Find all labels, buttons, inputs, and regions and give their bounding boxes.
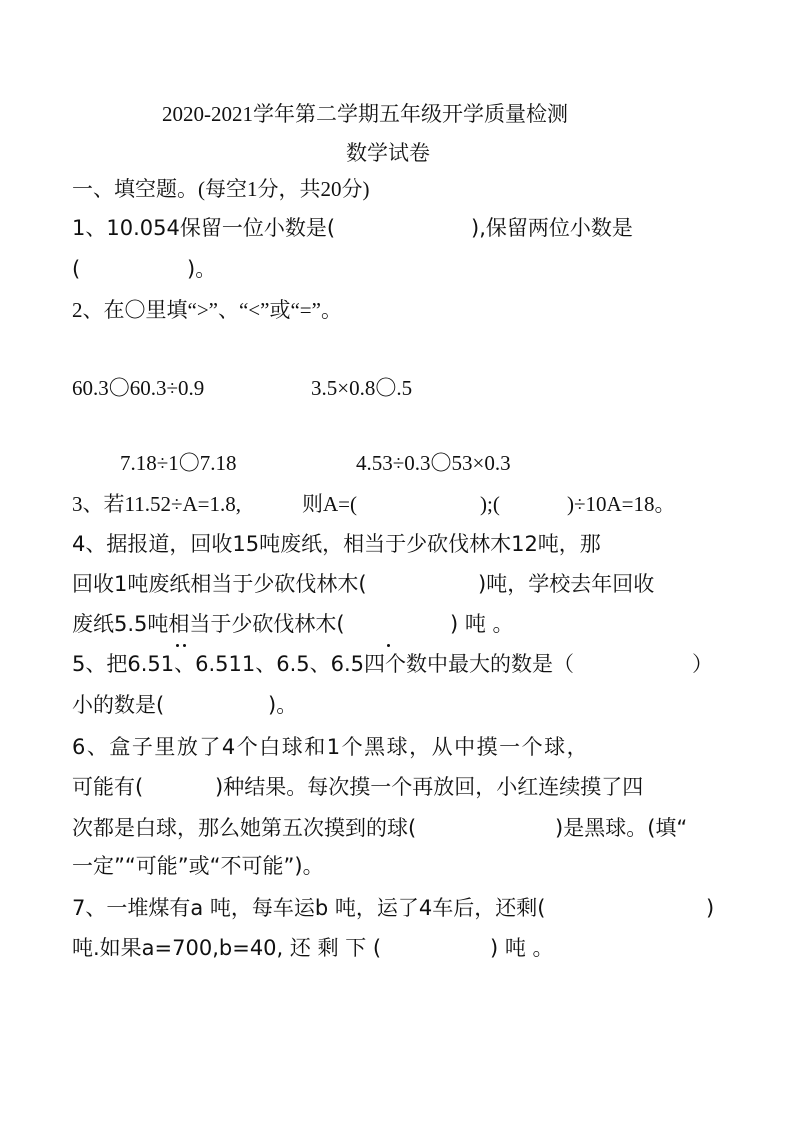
q7-line1-a: 7、一堆煤有a 吨，每车运b 吨，运了4车后，还剩( — [72, 896, 546, 920]
q2-row1-left: 60.3〇60.3÷0.9 — [72, 376, 205, 400]
question-3 — [72, 490, 752, 520]
q7-line2-b: ) 吨 。 — [490, 936, 554, 960]
q1-text-c: ( — [72, 257, 81, 281]
q3-text-b: 则A=( — [302, 492, 358, 516]
q1-text-d: )。 — [187, 257, 217, 281]
question-1 — [72, 214, 752, 284]
q2-row1-right: 3.5×0.8〇.5 — [311, 376, 413, 400]
q4-line2-b: )吨，学校去年回收 — [478, 572, 655, 596]
q4-line3-b: ) 吨 。 — [450, 612, 514, 636]
q5-line1-a: 5、把6.51、6.511、6.5、6.5四个数中最大的数是（ — [72, 652, 575, 676]
q7-line2-a: 吨.如果a=700,b=40, 还 剩 下 ( — [72, 936, 382, 960]
q6-line4: 一定”“可能”或“不可能”)。 — [72, 854, 324, 878]
exam-subtitle — [346, 139, 430, 167]
q7-line1-b: ) — [706, 896, 715, 920]
exam-title-line2: 数学试卷 — [346, 141, 430, 165]
question-4 — [72, 530, 752, 640]
q3-text-d: )÷10A=18。 — [567, 492, 676, 516]
q6-line3-b: )是黑球。(填“ — [555, 816, 688, 840]
q4-line2-a: 回收1吨废纸相当于少砍伐林木( — [72, 572, 367, 596]
q4-line3-a: 废纸5.5吨相当于少砍伐林木( — [72, 612, 345, 636]
q4-line1: 4、据报道，回收15吨废纸，相当于少砍伐林木12吨，那 — [72, 532, 601, 556]
repeat-dot — [387, 644, 390, 647]
q3-text-c: );( — [480, 492, 500, 516]
question-2-instruction: 2、在〇里填“>”、“<”或“=”。 — [72, 298, 342, 322]
q3-text-a: 3、若11.52÷A=1.8, — [72, 492, 242, 516]
q1-text-b: ),保留两位小数是 — [471, 216, 633, 240]
q6-line2-a: 可能有( — [72, 775, 144, 799]
exam-title-line1: 2020-2021学年第二学期五年级开学质量检测 — [162, 102, 568, 126]
q5-line2-a: 小的数是( — [72, 693, 165, 717]
question-6 — [72, 733, 762, 883]
q6-line2-b: )种结果。每次摸一个再放回，小红连续摸了四 — [215, 775, 644, 799]
exam-title — [162, 100, 568, 128]
section-heading: 一、填空题。(每空1分，共20分) — [72, 177, 370, 201]
q5-line2-b: )。 — [268, 693, 298, 717]
q2-row2-right: 4.53÷0.3〇53×0.3 — [356, 451, 511, 475]
repeat-dot — [176, 644, 179, 647]
question-5 — [72, 650, 752, 722]
q6-line1: 6、盒子里放了4个白球和1个黑球，从中摸一个球， — [72, 735, 590, 759]
q1-text-a: 1、10.054保留一位小数是( — [72, 216, 336, 240]
q2-row2-left: 7.18÷1〇7.18 — [120, 451, 237, 475]
repeat-dot — [183, 644, 186, 647]
question-7 — [72, 894, 752, 966]
q5-line1-b: ） — [692, 652, 713, 676]
q6-line3-a: 次都是白球，那么她第五次摸到的球( — [72, 816, 417, 840]
